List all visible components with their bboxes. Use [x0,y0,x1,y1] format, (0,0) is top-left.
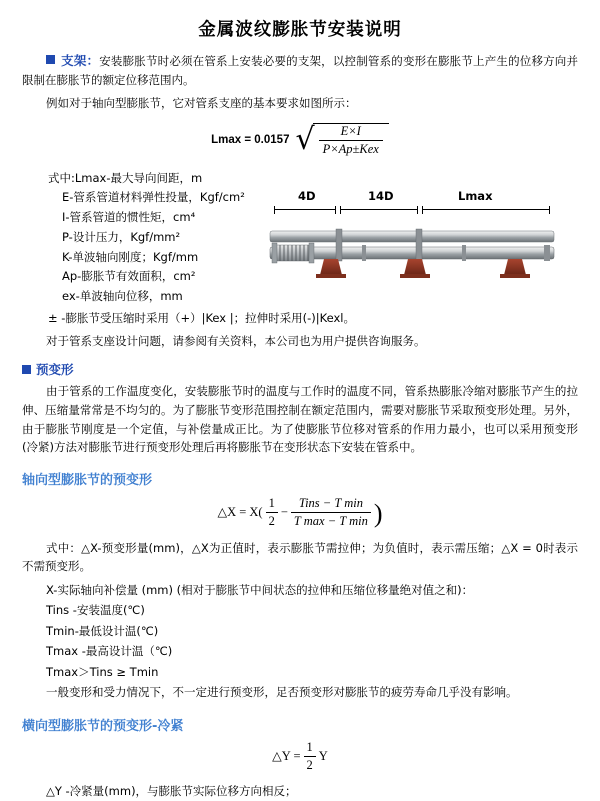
lateral-formula-lhs: △Y = [272,749,301,764]
bracket-intro-paragraph [22,51,578,90]
dimension-line-4d [274,209,336,210]
lmax-formula-lhs: Lmax = 0.0157 [211,133,290,146]
axial-frac-half-den: 2 [268,513,275,528]
definition-item: ± -膨胀节受压缩时采用（+）|Kex |；拉伸时采用(-)|Kexl。 [48,310,355,325]
diagram-label-14d: 14D [368,188,394,203]
axial-formula-lhs: △X = X( [217,505,263,520]
axial-formula-rhs: ) [373,498,383,528]
lateral-predeform-line: △Y -冷紧量(mm)，与膨胀节实际位移方向相反； [46,783,297,798]
diagram-label-4d: 4D [298,188,316,203]
axial-formula-frac-half [266,496,278,529]
predeform-paragraph: 由于管系的工作温度变化，安装膨胀节时的温度与工作时的温度不同，管系热膨胀冷缩对膨胀节产生的拉伸、压缩量常常是不均匀的。为了膨胀节变形范围控制在额定范围内，需要对膨胀节采取预变形处理。另外，由于膨胀节刚度是一个定值，与补偿量成正比。为了使膨胀节位移对管系的作用力最小，也可以采用预变形(冷紧)方法对膨胀节进行预变形处理后再将膨胀节在变形状态下安装在管系中。 [22,384,578,455]
lateral-predeform-heading: 横向型膨胀节的预变形-冷紧 [22,718,184,734]
blue-square-marker-icon [46,55,55,64]
definition-item: P-设计压力，Kgf/mm² [62,229,181,244]
bellows-pipe-illustration [262,217,562,287]
pipe-diagram [272,165,578,299]
axial-predeform-formula [22,496,578,529]
axial-formula-temp-fraction [291,496,371,529]
lateral-frac-num: 1 [304,740,316,757]
page-title: 金属波纹膨胀节安装说明 [198,20,402,40]
bracket-paragraph-2: 例如对于轴向型膨胀节，它对管系支座的基本要求如图所示： [46,95,357,110]
lmax-numerator: E×I [319,124,383,141]
axial-predeform-line: 一般变形和受力情况下，不一定进行预变形，足否预变形对膨胀节的疲劳寿命几乎没有影响。 [46,685,518,700]
axial-predeform-line: Tins -安装温度(℃) [46,603,145,618]
lmax-formula [22,123,578,157]
axial-temp-numerator: Tins − T min [291,496,371,513]
lateral-frac-den: 2 [306,757,313,772]
axial-predeform-line: Tmax -最高设计温（℃) [46,644,173,659]
bracket-paragraph-1: 安装膨胀节时必须在管系上安装必要的支架，以控制管系的变形在膨胀节上产生的位移方向并限制在膨胀节的额定位移范围内。 [22,54,578,88]
definitions-and-diagram [22,165,578,307]
lmax-fraction [313,123,389,157]
definition-item: E-管系管道材料弹性投量，Kgf/cm² [62,190,245,205]
definition-item: Ap-膨胀节有效面积，cm² [62,269,196,284]
axial-temp-denominator: T max − T min [293,513,368,528]
axial-predeform-line: 式中：△X-预变形量(mm)，△X为正值时，表示膨胀节需拉伸；为负值时，表示需压缩；△X = 0时表示不需预变形。 [22,540,578,574]
axial-frac-half-num: 1 [266,496,278,513]
lateral-predeform-formula [22,740,578,773]
diagram-labels [262,189,562,205]
lateral-formula-fraction [304,740,316,773]
axial-predeform-line: X-实际轴向补偿量 (mm) (相对于膨胀节中间状态的拉伸和压缩位移量绝对值之和)： [46,583,474,597]
axial-formula-minus: − [280,504,288,519]
axial-predeform-line: Tmin-最低设计温(℃) [46,623,159,638]
dimension-line-lmax [422,209,550,210]
radical-sign-icon: √ [295,121,315,157]
definition-item: K-单波轴向刚度；Kgf/mm [62,249,199,264]
predeform-heading-label: 预变形 [36,362,74,378]
definition-item: I-管系管道的惯性矩，cm⁴ [62,210,196,225]
predeform-section-heading [22,360,578,378]
definition-list [22,165,272,307]
blue-square-marker-icon [22,365,31,374]
diagram-label-lmax: Lmax [458,188,493,203]
lmax-radical [295,123,388,157]
lateral-formula-rhs: Y [318,748,328,763]
axial-predeform-heading: 轴向型膨胀节的预变形 [22,472,153,488]
bracket-heading: 支架： [61,53,100,68]
definition-item: ex-单波轴向位移，mm [62,289,183,304]
definition-item: 式中:Lmax-最大导向间距，m [48,170,203,185]
lmax-denominator: P×Ap±Kex [322,141,379,156]
bracket-closing-paragraph: 对于管系支座设计问题，请参阅有关资料，本公司也为用户提供咨询服务。 [46,333,426,348]
axial-predeform-line: Tmax＞Tins ≥ Tmin [46,664,159,679]
dimension-line-14d [340,209,418,210]
